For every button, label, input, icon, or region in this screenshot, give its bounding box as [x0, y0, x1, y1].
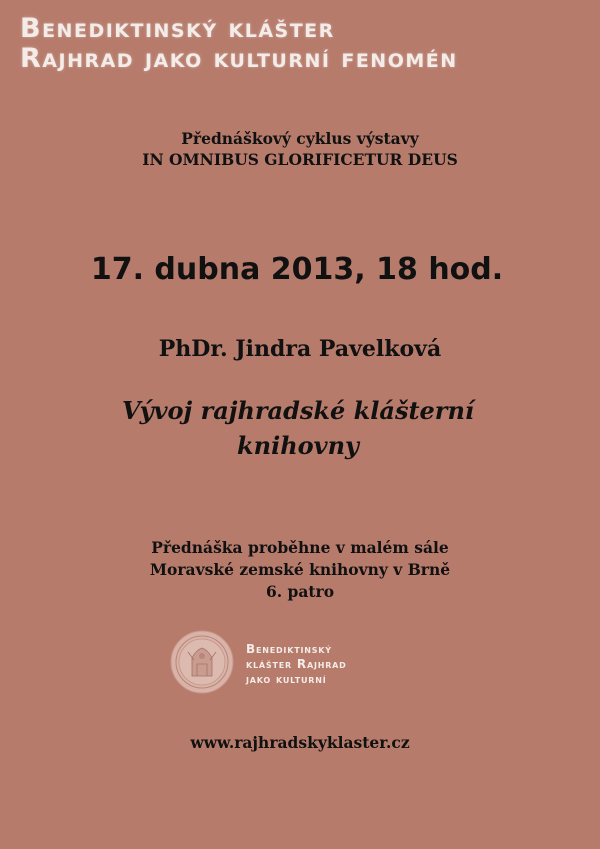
series-line-1: Přednáškový cyklus výstavy: [181, 129, 419, 148]
monastery-seal-icon: [170, 630, 234, 694]
series-line-2: IN OMNIBUS GLORIFICETUR DEUS: [142, 150, 458, 169]
venue-line-1: Přednáška proběhne v malém sále: [151, 538, 449, 557]
logo-text-line-2: klášter Rajhrad: [246, 657, 347, 671]
poster-header: [20, 14, 590, 74]
header-title-line-2: Rajhrad jako kulturní fenomén: [20, 43, 458, 74]
lecture-series: [0, 128, 600, 170]
lecture-title-line-1: Vývoj rajhradské klášterní: [121, 396, 475, 425]
venue-line-3: 6. patro: [265, 582, 335, 601]
venue-info: [0, 537, 600, 603]
lecture-title-line-2: knihovny: [237, 431, 359, 460]
speaker-name: PhDr. Jindra Pavelková: [158, 336, 442, 362]
logo-text-line-1: Benediktinský: [246, 642, 332, 656]
event-date: 17. dubna 2013, 18 hod.: [90, 252, 504, 287]
lecture-title: [0, 393, 598, 463]
logo-text: [246, 642, 347, 687]
website-link[interactable]: www.rajhradskyklaster.cz: [190, 733, 410, 752]
header-title-line-1: Benediktinský klášter: [20, 13, 335, 44]
venue-line-2: Moravské zemské knihovny v Brně: [149, 560, 451, 579]
logo-text-line-3: jako kulturní: [246, 672, 327, 686]
project-logo: [170, 630, 430, 702]
